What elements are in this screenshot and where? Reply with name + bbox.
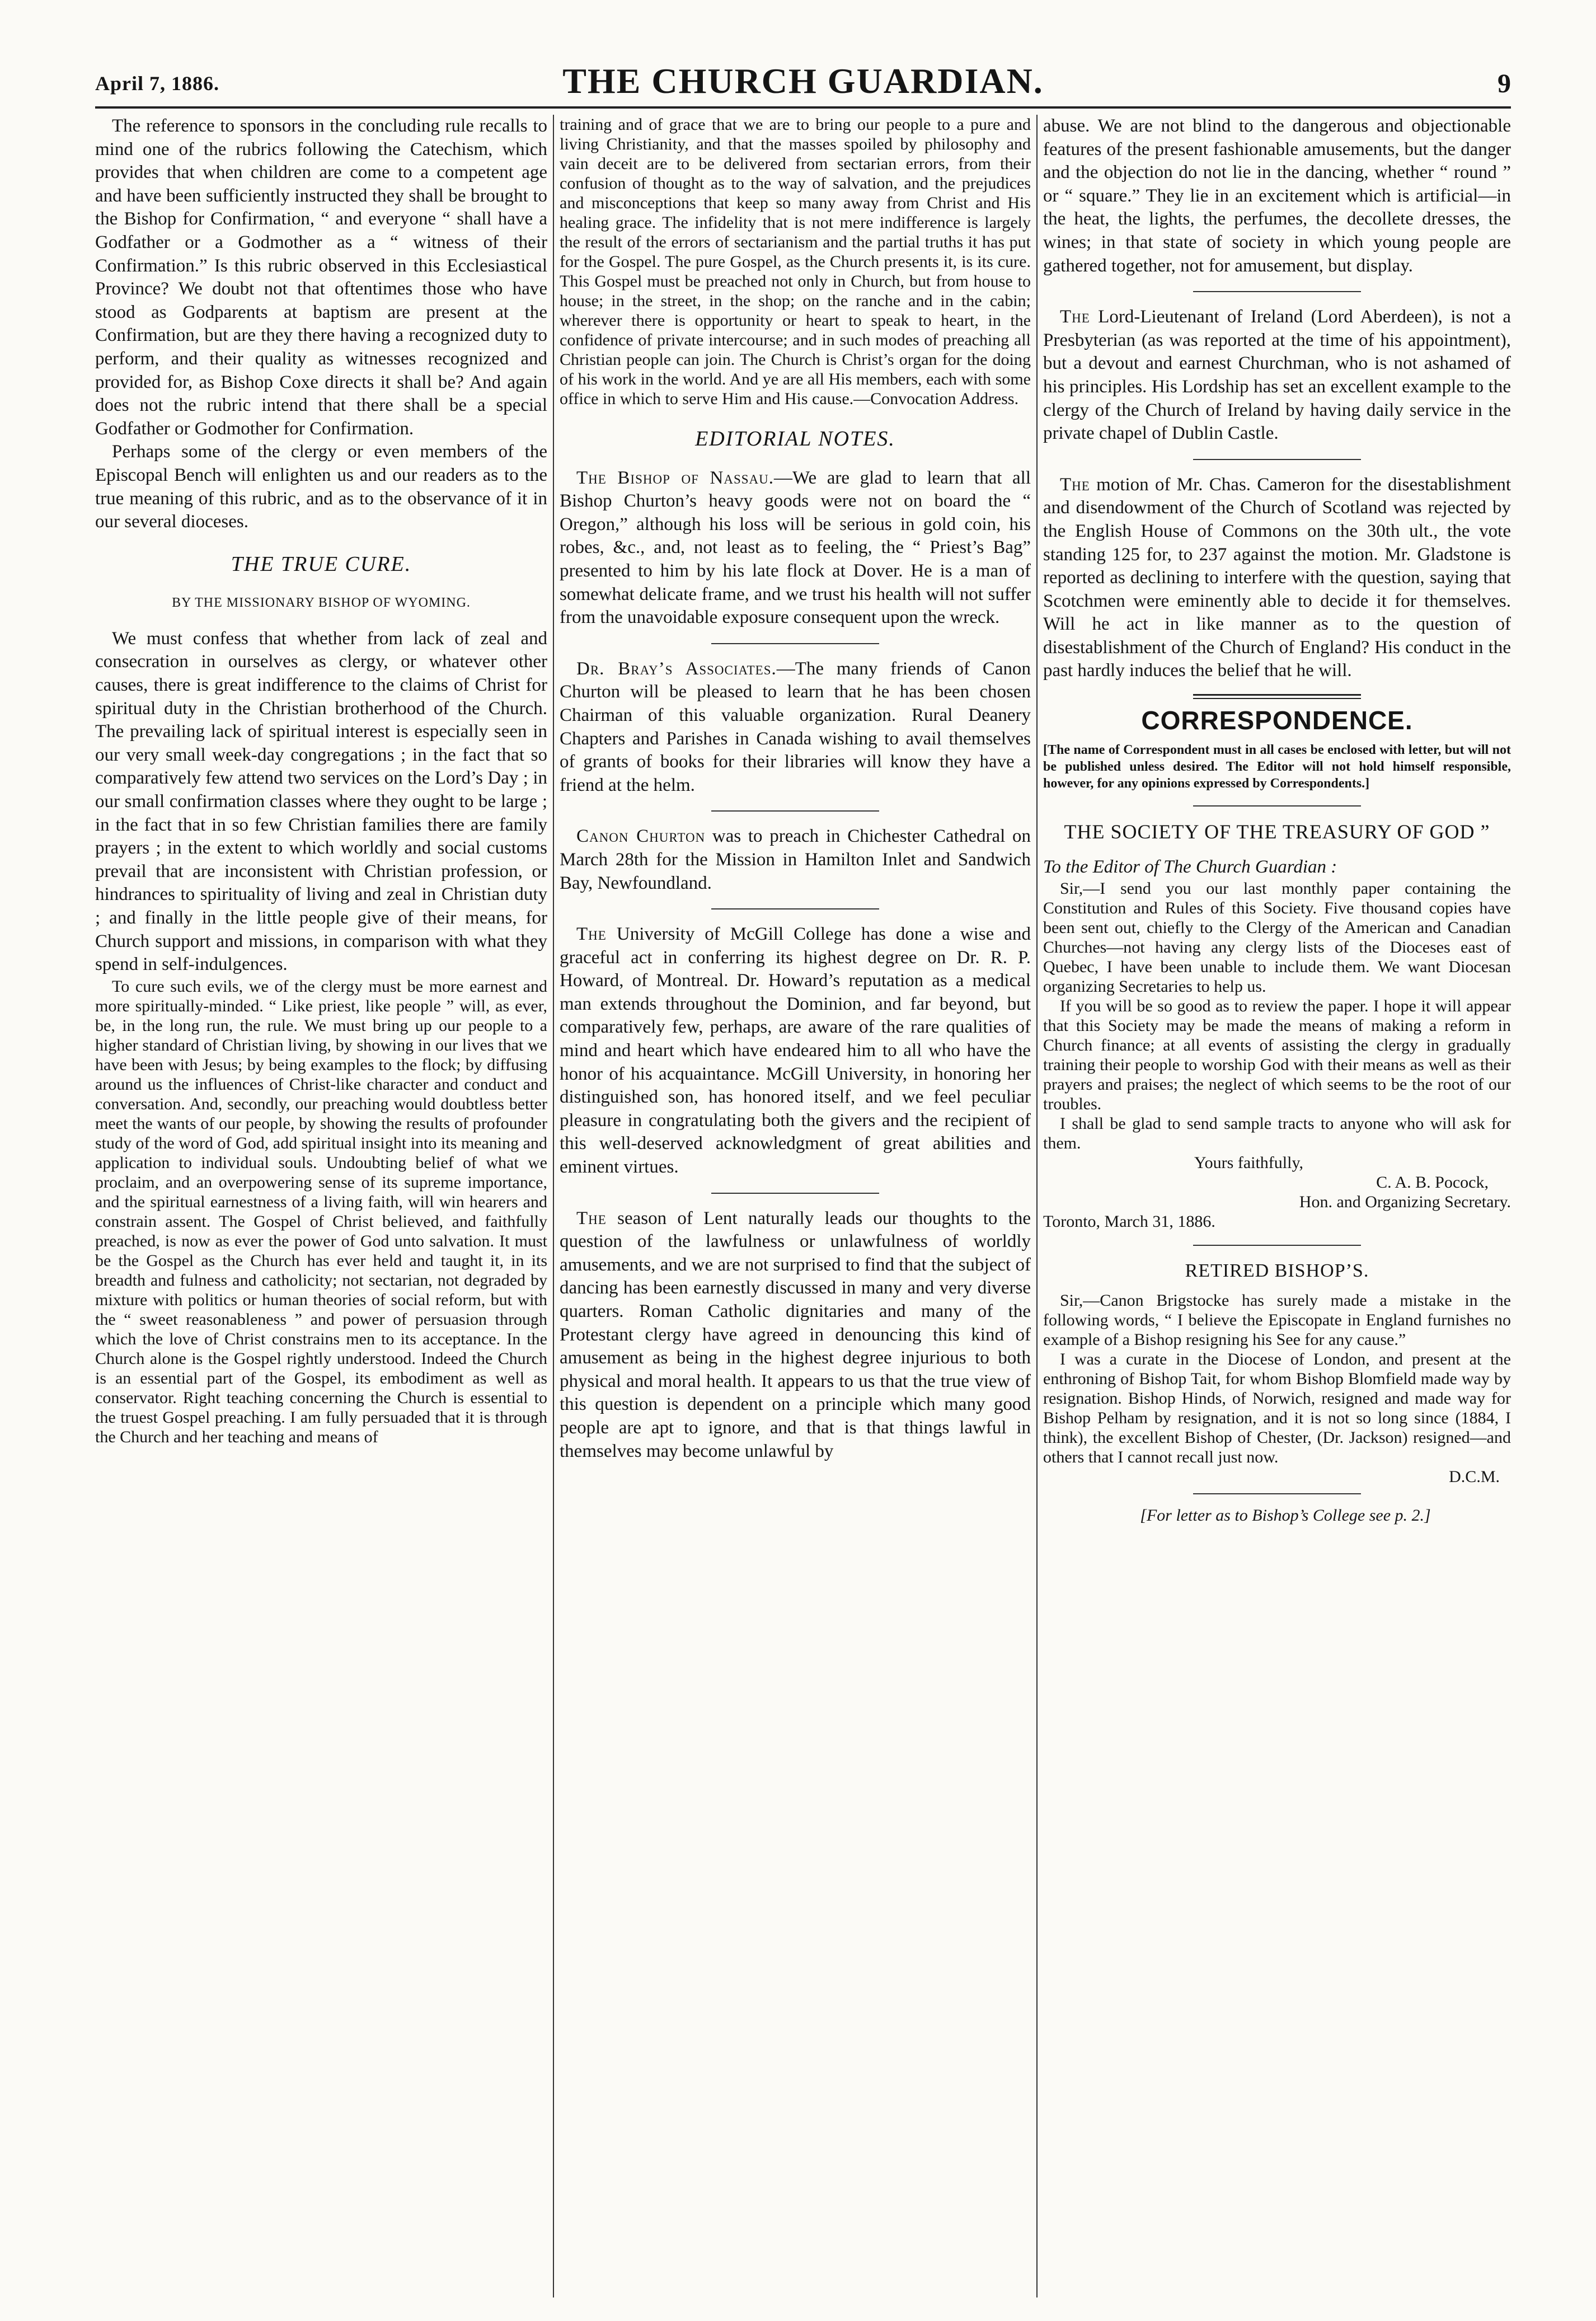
letter-title-society: THE SOCIETY OF THE TREASURY OF GOD ” [1064, 820, 1490, 843]
note-body: motion of Mr. Chas. Cameron for the disestablishment and disendowment of the Church of Scotland was rejected by the English House of Commons on the 30th ult., the vote standing 125 for, to 237 against the motion. Mr. Gladstone is reported as declining to interfere with the question, saying that Scotchmen were eminently able to decide it for themselves. Will he act in like manner as to the question of disestablishment of the Church of England? His conduct in the past hardly induces the belief that he will. [1043, 474, 1511, 681]
byline: BY THE MISSIONARY BISHOP OF WYOMING. [172, 596, 471, 611]
issue-date: April 7, 1886. [95, 72, 220, 95]
section-title-correspondence: CORRESPONDENCE. [1141, 706, 1413, 735]
letter-signature-name: C. A. B. Pocock, [1376, 1173, 1489, 1192]
note-lead: Canon Churton [576, 826, 706, 847]
note-separator [711, 810, 879, 812]
paragraph-cure: To cure such evils, we of the clergy must be more earnest and more spiritually-minded. “ Like priest, like people ” will, as ever, be, in the long run, the rule. We must bring up our people to a higher standard of Christian living, by showing in our lives that we have been with Jesus; by being examples to the flock; by diffusing around us the influences of Christ-like character and conduct and conversation. And, secondly, our preaching would doubtless better meet the wants of our people, by showing the results of profounder study of the word of God, add spiritual insight into its meaning and application to individual souls. Undoubting belief of what we proclaim, and an overpowering sense of its supreme importance, and the spiritual earnestness of a living faith, will win hearers and constrain assent. The Gospel of Christ believed, and faithfully preached, is now as ever the power of God unto salvation. It must be the Gospel as the Church has ever held and taught it, in its breadth and fulness and catholicity; not sectarian, not degraded by mixture with politics or human theories of social reform, but with the “ sweet reasonableness ” and power of persuasion through which the love of Christ constrains men to its acceptance. In the Church alone is the Gospel rightly understood. Indeed the Church is an essential part of the Gospel, its embodiment as well as conservator. Right teaching concerning the Church is essential to the truest Gospel preaching. I am fully persuaded that it is through the Church and her teaching and means of [95, 977, 547, 1446]
note-lead: The [1060, 307, 1090, 327]
note-mcgill-college [560, 923, 1031, 1179]
column-3 [1043, 115, 1511, 1525]
footer-note: [For letter as to Bishop’s College see p. 2.] [1140, 1506, 1431, 1525]
note-disestablishment [1043, 473, 1511, 683]
letter-closing: Yours faithfully, [1194, 1154, 1304, 1173]
letter-title-retired-bishops: RETIRED BISHOP’S. [1185, 1260, 1369, 1282]
note-separator [1193, 1493, 1361, 1494]
correspondence-notice: [The name of Correspondent must in all cases be enclosed with letter, but will not be published unless desired. The Editor will not hold himself responsible, however, for any opinions expressed by Correspondents.] [1043, 742, 1511, 791]
note-lead: The [576, 924, 607, 945]
letter-signature: D.C.M. [1449, 1467, 1500, 1486]
note-body: was to preach in Chichester Cathedral on March 28th for the Mission in Hamilton Inlet and Sandwich Bay, Newfoundland. [560, 826, 1031, 893]
column-1 [95, 115, 547, 1447]
note-bishop-of-nassau [560, 467, 1031, 630]
masthead-title: THE CHURCH GUARDIAN. [562, 61, 1044, 101]
section-rule [1193, 694, 1361, 699]
note-canon-churton [560, 825, 1031, 895]
paragraph-rubric-query: Perhaps some of the clergy or even members of the Episcopal Bench will enlighten us and our readers as to the true meaning of this rubric, and as to the observance of it in our several dioceses. [95, 442, 547, 532]
note-lead: The [1060, 474, 1090, 495]
paragraph-indifference: We must confess that whether from lack of zeal and consecration in ourselves as clergy, or whatever other causes, there is great indifference to the claims of Christ for spiritual duty in the Christian brotherhood of the Church. The prevailing lack of spiritual interest is especially seen in our very small week-day congregations ; in the fact that so comparatively few attend two services on the Lord’s Day ; in our small confirmation classes where they ought to be large ; in the fact that in so few Christian families there are family prayers ; in the extent to which worldly and social customs prevail that are inconsistent with Christian profession, or hindrances to spirituality of living and zeal in Christian duty ; and finally in the little people give of their means, for Church support and missions, in comparison with what they spend in self-indulgences. [95, 628, 547, 975]
note-separator [1193, 291, 1361, 292]
section-title-true-cure: THE TRUE CURE. [231, 552, 412, 576]
note-separator [1193, 1245, 1361, 1246]
paragraph-sponsors: The reference to sponsors in the concluding rule recalls to mind one of the rubrics following the Catechism, which provides that when children are come to a competent age and have been sufficiently instructed they shall be brought to the Bishop for Confirmation, “ and everyone “ shall have a Godfather or a Godmother as a “ witness of their Confirmation.” Is this rubric observed in this Ecclesiastical Province? We doubt not that oftentimes those who have stood as Godparents at baptism are present at the Confirmation, but are they there having a recognized duty to perform, and their quality as witnesses recognized and provided for, as Bishop Coxe directs it shall be? And again does not the rubric intend that there shall be a special Godfather or Godmother for Confirmation. [95, 116, 547, 439]
column-divider [1036, 115, 1038, 2297]
note-separator [711, 643, 879, 644]
note-body: season of Lent naturally leads our thoughts to the question of the lawfulness or unlawfulness of worldly amusements, and we are not surprised to find that the subject of dancing has been earnestly discussed in many and very diverse quarters. Roman Catholic dignitaries and many of the Protestant clergy have agreed in denouncing this kind of amusement as being in the highest degree injurious to both physical and moral health. It appears to us that the true view of this question is dependent on a principle which many good people are apt to ignore, and that is that things lawful in themselves may become unlawful by [560, 1208, 1031, 1461]
note-separator [1193, 459, 1361, 460]
column-divider [553, 115, 554, 2297]
note-body: University of McGill College has done a wise and graceful act in conferring its highest degree on Dr. R. P. Howard, of Montreal. Dr. Howard’s reputation as a medical man extends throughout the Dominion, and far beyond, but comparatively few, perhaps, are aware of the rare qualities of mind and heart which have endeared him to all who have the honor of his acquaintance. McGill University, in honoring her distinguished son, has honored itself, and we feel peculiar pleasure in congratulating both the givers and the recipient of this well-deserved acknowledgment of great abilities and eminent virtues. [560, 924, 1031, 1178]
note-body: —We are glad to learn that all Bishop Churton’s heavy goods were not on board the “ Oregon,” although his loss will be serious in gold coin, his robes, &c., and, not least as to feeling, the “ Priest’s Bag” presented to him by his late flock at Dover. He is a man of somewhat delicate frame, and we trust his health will not suffer from the unavoidable exposure consequent upon the wreck. [560, 467, 1031, 628]
paragraph-amusements-continued: abuse. We are not blind to the dangerous and objectionable features of the present fashionable amusements, but the danger and the objection do not lie in the dancing, whether “ round ” or “ square.” They lie in an excitement which is artificial—in the heat, the lights, the perfumes, the decollete dresses, the wines; in that state of society in which young people are gathered together, not for amusement, but display. [1043, 116, 1511, 276]
column-2 [560, 115, 1031, 1463]
note-lent-amusements [560, 1207, 1031, 1464]
letter-paragraph: Sir,—I send you our last monthly paper containing the Constitution and Rules of this Society. Five thousand copies have been sent out, chiefly to the Clergy of the American and Canadian Churches—not having any clergy lists of the Dioceses east of Quebec, I have been unable to include them. We want Diocesan organizing Secretaries to help us. [1043, 879, 1511, 996]
note-body: —The many friends of Canon Churton will be pleased to learn that he has been chosen Chairman of this valuable organization. Rural Deanery Chapters and Parishes in Canada wishing to avail themselves of grants of books for their libraries will know they have a friend at the helm. [560, 658, 1031, 795]
note-lead: The [576, 1208, 607, 1229]
letter-place-date: Toronto, March 31, 1886. [1043, 1212, 1215, 1231]
section-title-editorial-notes: EDITORIAL NOTES. [695, 427, 895, 451]
note-separator [711, 908, 879, 909]
letter-paragraph: I shall be glad to send sample tracts to anyone who will ask for them. [1043, 1114, 1511, 1153]
note-lead: Dr. Bray’s Associates. [576, 658, 777, 679]
letter-paragraph: If you will be so good as to review the paper. I hope it will appear that this Society may be made the means of making a reform in Church finance; at all events of assisting the clergy in gradually training their people to worship God with their means as well as their prayers and praises; the neglect of which seems to be the root of our troubles. [1043, 997, 1511, 1114]
note-lord-lieutenant [1043, 306, 1511, 446]
letter-paragraph: Sir,—Canon Brigstocke has surely made a mistake in the following words, “ I believe the Episcopate in England furnishes no example of a Bishop resigning his See for any cause.” [1043, 1291, 1511, 1349]
paragraph-convocation-address: training and of grace that we are to bring our people to a pure and living Christianity, and that the masses spoiled by philosophy and vain deceit are to be delivered from sectarian errors, from their confusion of thought as to the way of salvation, and the prejudices and misconceptions that keep so many away from Christ and His healing grace. The infidelity that is not mere indifference is largely the result of the errors of sectarianism and the partial truths it has put for the Gospel. The pure Gospel, as the Church presents it, is its cure. This Gospel must be preached not only in Church, but from house to house; in the street, in the shop; on the ranche and in the cabin; wherever there is opportunity or heart to speak to heart, in the confidence of private intercourse; and in such modes of preaching all Christian people can join. The Church is Christ’s organ for the doing of his work in the world. And ye are all His members, each with some office in which to serve Him and His cause.—Convocation Address. [560, 115, 1031, 408]
note-dr-brays-associates [560, 658, 1031, 798]
note-separator [1193, 805, 1361, 807]
letter-paragraph: I was a curate in the Diocese of London, and present at the enthroning of Bishop Tait, for whom Bishop Blomfield made way by resignation. Bishop Hinds, of Norwich, resigned and made way for Bishop Pelham by resignation, and it is not so long since (1884, I think), the excellent Bishop of Chester, (Dr. Jackson) resigned—and others that I cannot recall just now. [1043, 1349, 1511, 1466]
page-number: 9 [1498, 69, 1511, 99]
note-body: Lord-Lieutenant of Ireland (Lord Aberdeen), is not a Presbyterian (as was reported at the time of his appointment), but a devout and earnest Churchman, who is not ashamed of his principles. His Lordship has set an excellent example to the clergy of the Church of Ireland by having daily service in the private chapel of Dublin Castle. [1043, 307, 1511, 444]
header-rule [95, 106, 1511, 109]
page-header [95, 60, 1511, 111]
letter-salutation: To the Editor of The Church Guardian : [1043, 856, 1337, 877]
note-separator [711, 1193, 879, 1194]
note-lead: The Bishop of Nassau. [576, 467, 774, 488]
letter-signature-title: Hon. and Organizing Secretary. [1299, 1193, 1511, 1212]
